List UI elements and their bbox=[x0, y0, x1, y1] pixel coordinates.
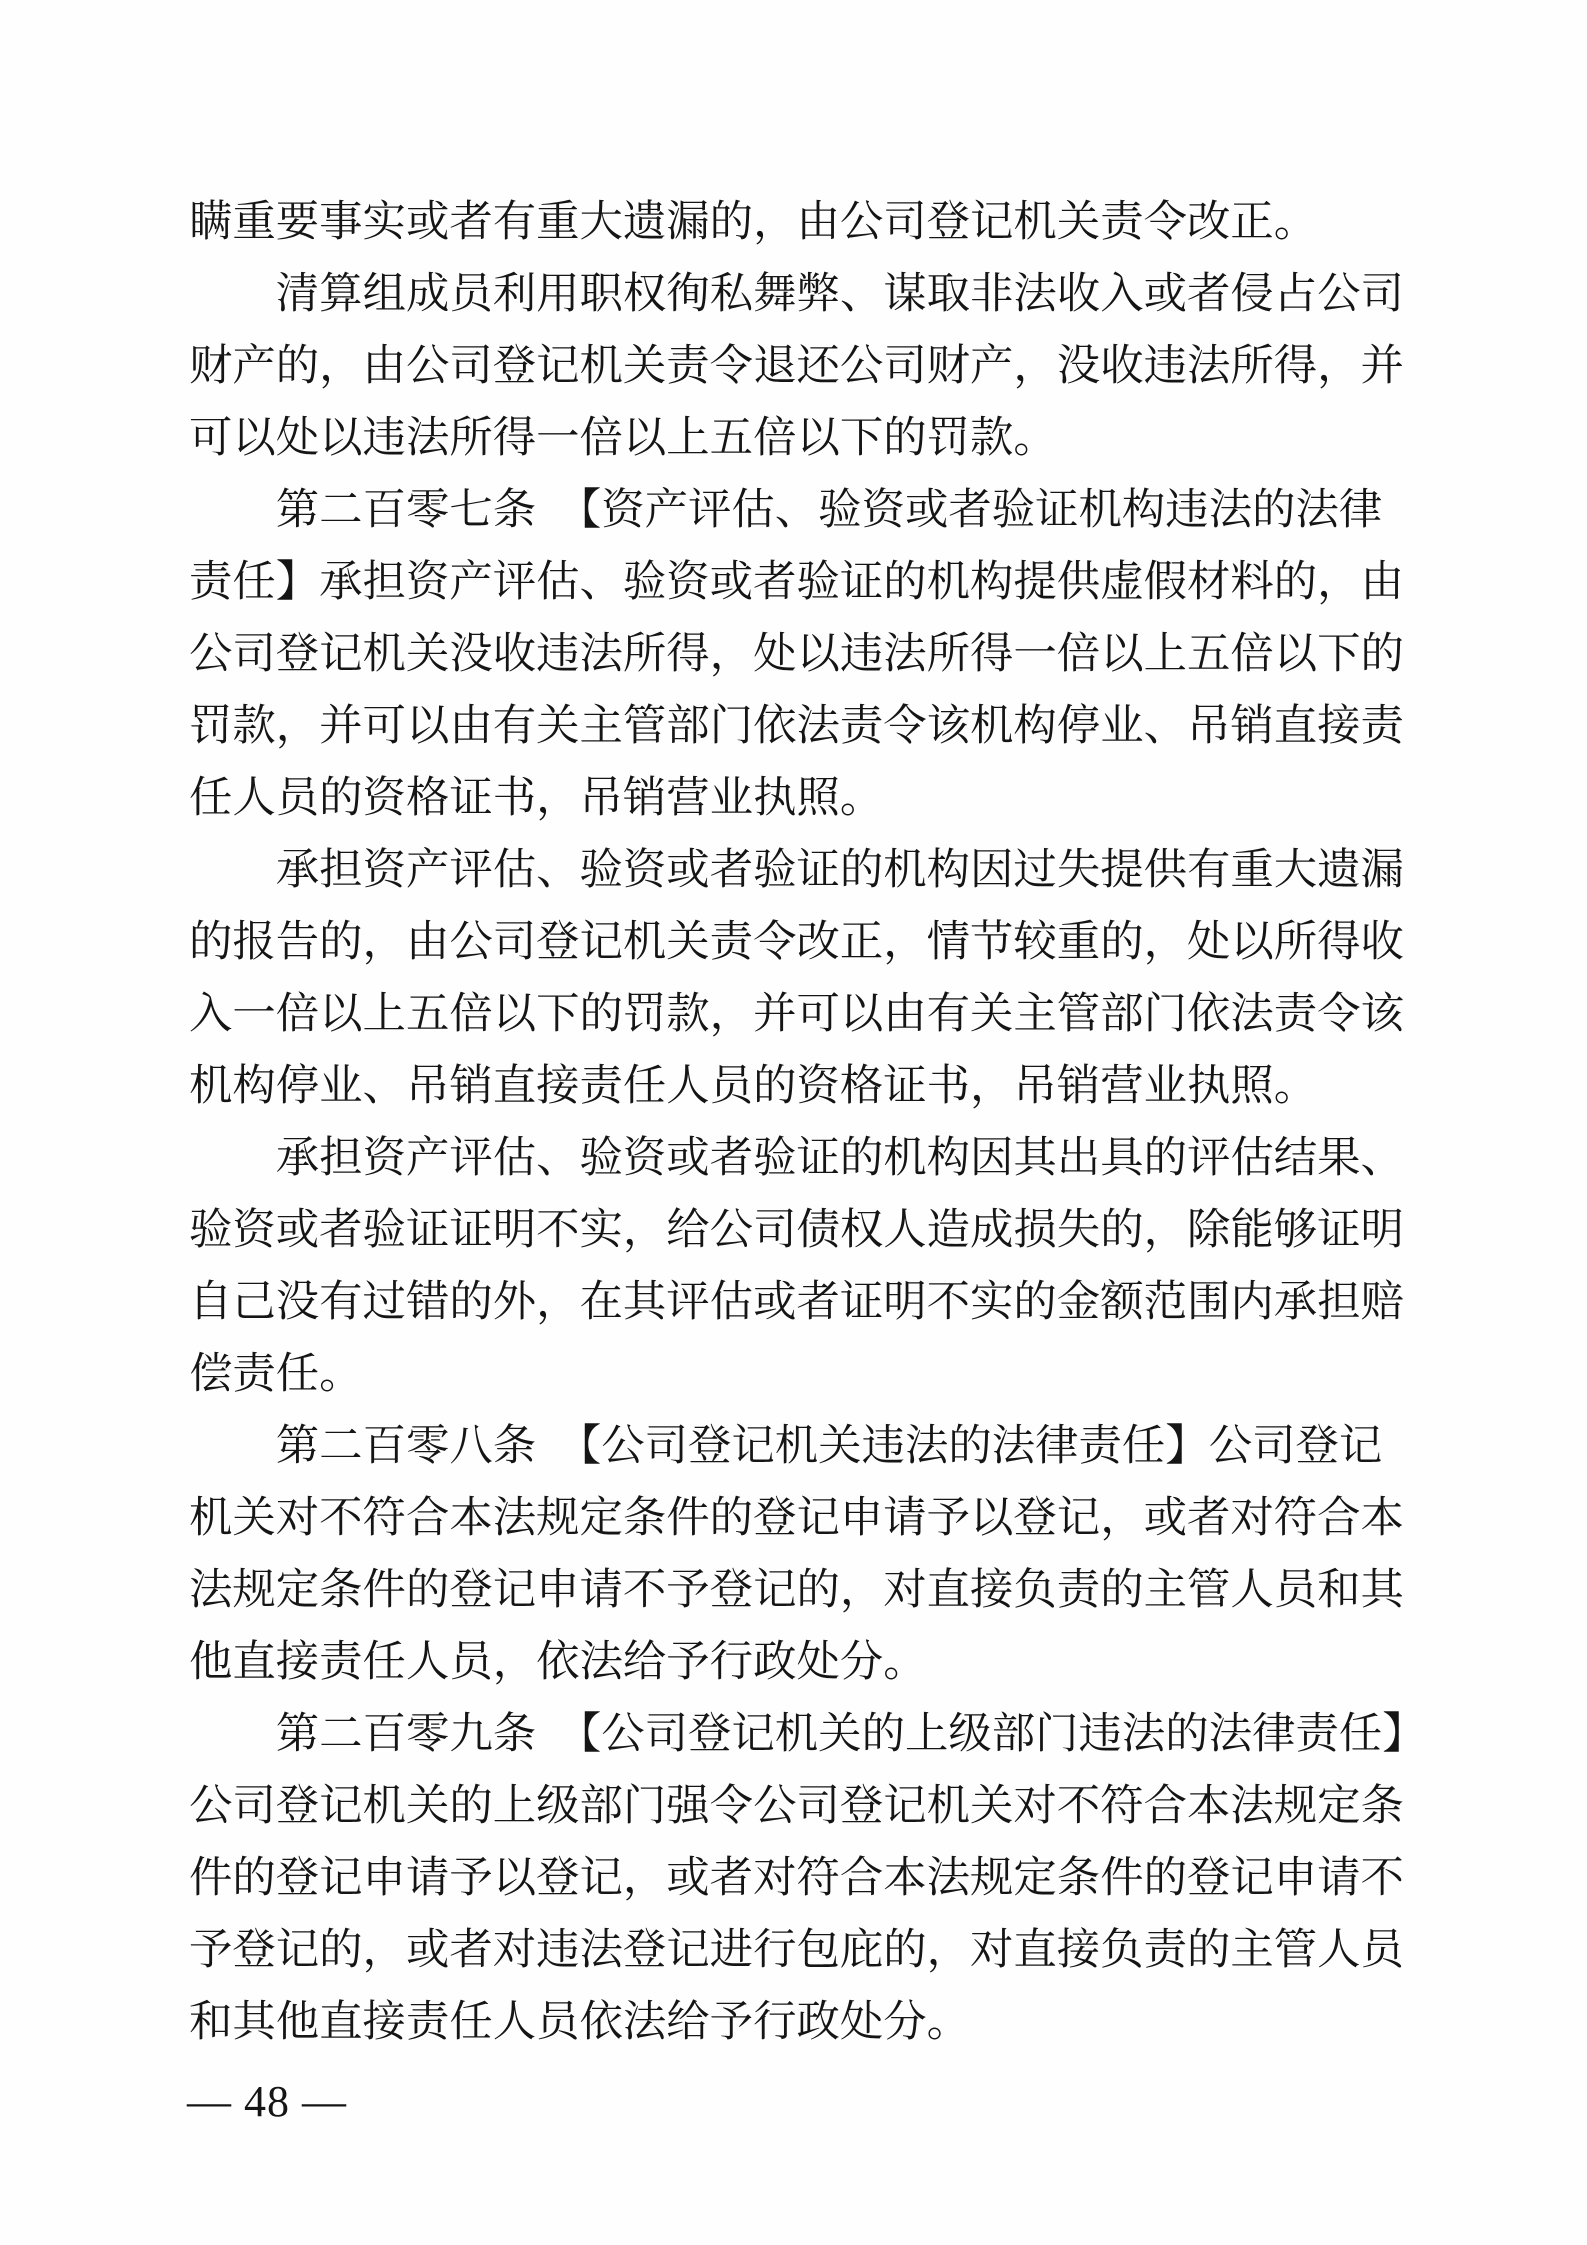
page-footer bbox=[187, 2078, 347, 2126]
text-line: 予登记的，或者对违法登记进行包庇的，对直接负责的主管人员 bbox=[189, 1926, 1404, 1974]
paragraph bbox=[189, 1410, 1407, 1698]
text-line: 责任】承担资产评估、验资或者验证的机构提供虚假材料的，由 bbox=[189, 558, 1404, 606]
text-line: 机构停业、吊销直接责任人员的资格证书，吊销营业执照。 bbox=[189, 1062, 1318, 1110]
text-line: 罚款，并可以由有关主管部门依法责令该机构停业、吊销直接责 bbox=[189, 702, 1404, 750]
text-line: 承担资产评估、验资或者验证的机构因过失提供有重大遗漏 bbox=[275, 846, 1404, 894]
text-line: 第二百零九条 【公司登记机关的上级部门违法的法律责任】 bbox=[275, 1710, 1426, 1758]
text-line: 第二百零七条 【资产评估、验资或者验证机构违法的法律 bbox=[275, 486, 1383, 534]
text-line: 财产的，由公司登记机关责令退还公司财产，没收违法所得，并 bbox=[189, 342, 1404, 390]
law-text-block bbox=[189, 186, 1426, 2058]
text-line: 件的登记申请予以登记，或者对符合本法规定条件的登记申请不 bbox=[189, 1854, 1404, 1902]
text-line: 可以处以违法所得一倍以上五倍以下的罚款。 bbox=[189, 414, 1057, 462]
text-line: 和其他直接责任人员依法给予行政处分。 bbox=[189, 1998, 971, 2046]
text-line: 法规定条件的登记申请不予登记的，对直接负责的主管人员和其 bbox=[189, 1566, 1404, 1614]
paragraph bbox=[189, 834, 1407, 1122]
text-line: 公司登记机关没收违法所得，处以违法所得一倍以上五倍以下的 bbox=[189, 630, 1404, 678]
text-line: 承担资产评估、验资或者验证的机构因其出具的评估结果、 bbox=[275, 1134, 1404, 1182]
text-line: 机关对不符合本法规定条件的登记申请予以登记，或者对符合本 bbox=[189, 1494, 1404, 1542]
paragraph bbox=[189, 258, 1407, 474]
text-line: 清算组成员利用职权徇私舞弊、谋取非法收入或者侵占公司 bbox=[275, 270, 1404, 318]
text-line: 第二百零八条 【公司登记机关违法的法律责任】公司登记 bbox=[275, 1422, 1383, 1470]
paragraph bbox=[189, 474, 1407, 834]
text-line: 瞒重要事实或者有重大遗漏的，由公司登记机关责令改正。 bbox=[189, 198, 1318, 246]
paragraph bbox=[189, 1122, 1407, 1410]
text-line: 偿责任。 bbox=[189, 1350, 363, 1398]
text-line: 的报告的，由公司登记机关责令改正，情节较重的，处以所得收 bbox=[189, 918, 1404, 966]
text-line: 公司登记机关的上级部门强令公司登记机关对不符合本法规定条 bbox=[189, 1782, 1404, 1830]
text-line: 他直接责任人员，依法给予行政处分。 bbox=[189, 1638, 927, 1686]
text-line: 自己没有过错的外，在其评估或者证明不实的金额范围内承担赔 bbox=[189, 1278, 1404, 1326]
paragraph bbox=[189, 186, 1407, 258]
text-line: 入一倍以上五倍以下的罚款，并可以由有关主管部门依法责令该 bbox=[189, 990, 1404, 1038]
text-line: 任人员的资格证书，吊销营业执照。 bbox=[189, 774, 884, 822]
page-number-label: — 48 — bbox=[187, 2077, 347, 2126]
paragraph bbox=[189, 1698, 1426, 2058]
text-line: 验资或者验证证明不实，给公司债权人造成损失的，除能够证明 bbox=[189, 1206, 1404, 1254]
